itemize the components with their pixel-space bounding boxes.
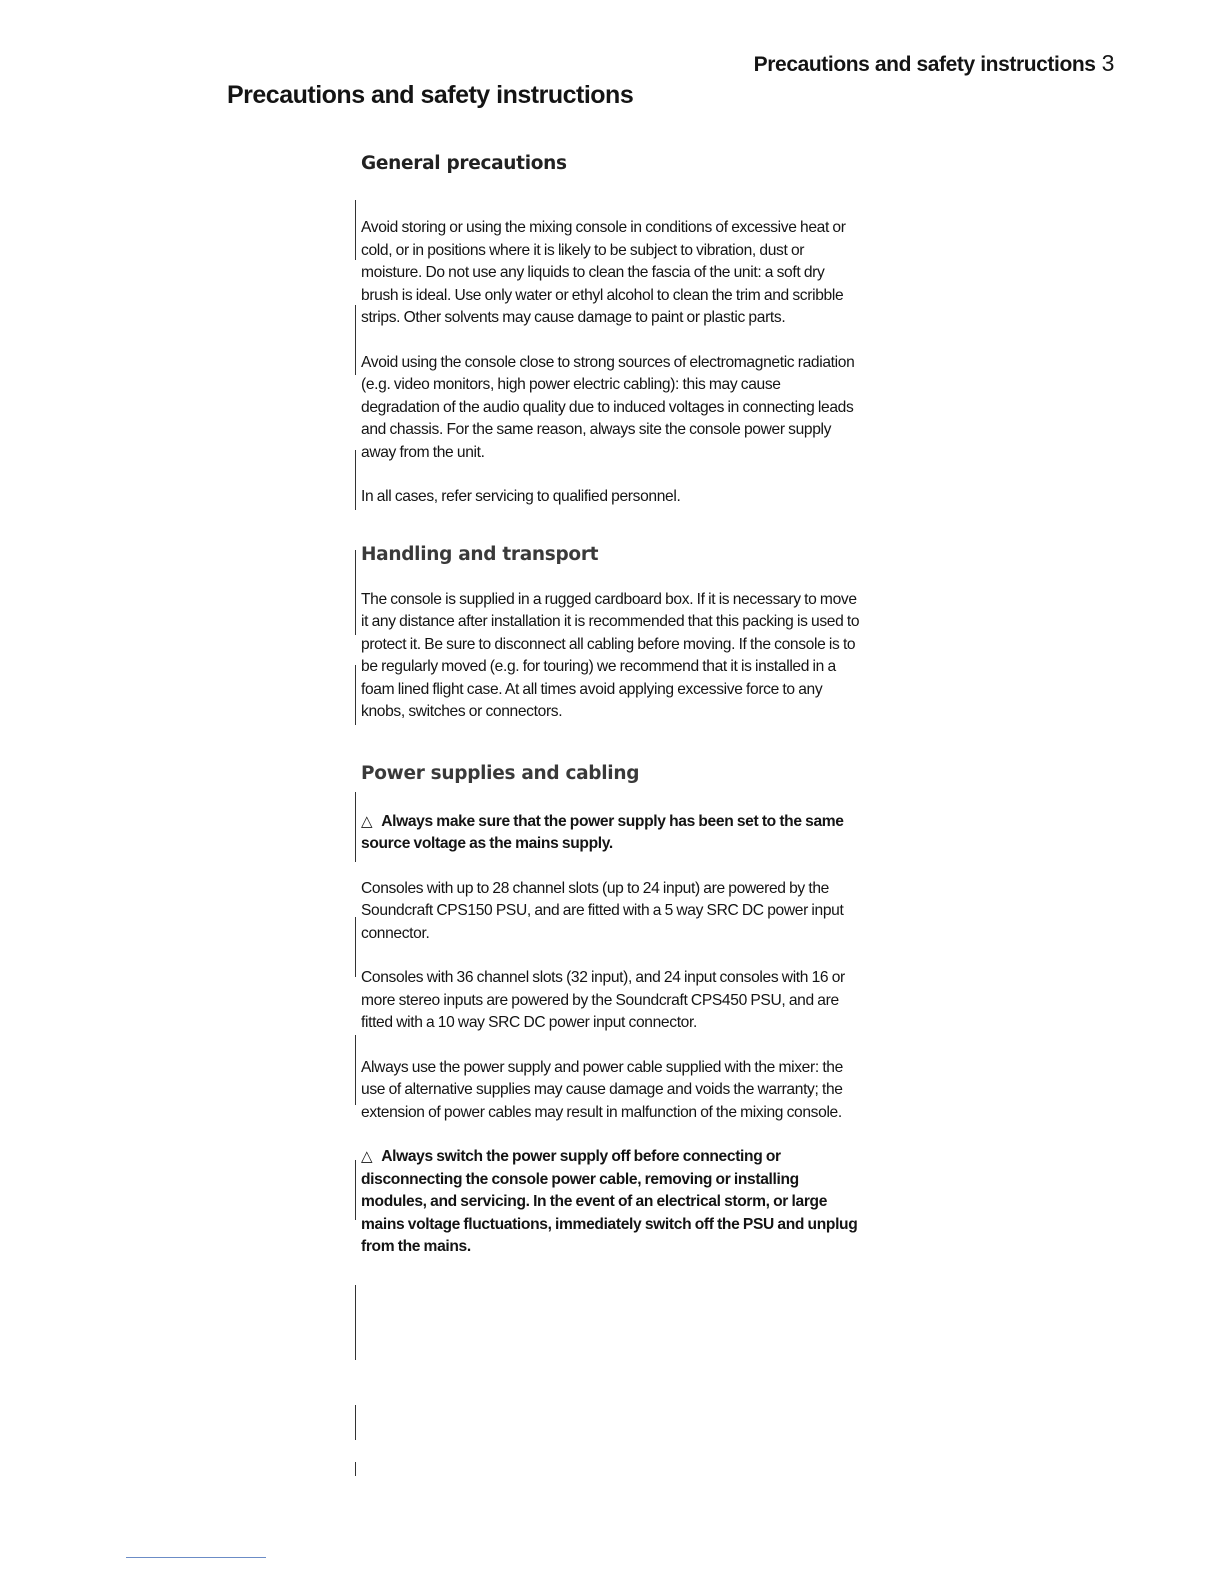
section-handling-transport [361,541,861,724]
running-header-title: Precautions and safety instructions [753,53,1096,76]
page-number: 3 [1101,50,1114,76]
change-bar [355,665,356,725]
paragraph: In all cases, refer servicing to qualified personnel. [361,488,681,505]
change-bar [355,792,356,862]
paragraph: Avoid storing or using the mixing console in conditions of excessive heat or cold, or in positions where it is likely to be subject to vibration, dust or moisture. Do not use any liquids to clean the fascia of the unit: a soft dry brush is ideal. Use only water or ethyl alcohol to clean the trim and scribble strips. Other solvents may cause damage to paint or plastic parts. [361,219,846,326]
change-bar [355,450,356,510]
change-bar [355,305,356,375]
section-heading: Handling and transport [361,543,599,565]
section-power-supplies [361,760,861,1259]
warning-triangle-icon: △ [361,812,373,830]
warning-triangle-icon: △ [361,1148,373,1165]
paragraph: Consoles with 36 channel slots (32 input), and 24 input consoles with 16 or more stereo inputs are powered by the Soundcraft CPS450 PSU, and are fitted with a 10 way SRC DC power input connector. [361,969,845,1031]
paragraph: The console is supplied in a rugged cardboard box. If it is necessary to move it any distance after installation it is recommended that this packing is used to protect it. Be sure to disconnect all cabling before moving. If the console is to be regularly moved (e.g. for touring) we recommend that it is installed in a foam lined flight case. At all times avoid applying excessive force to any knobs, switches or connectors. [361,590,860,720]
change-bar [355,917,356,977]
content-column [361,150,861,1259]
change-bar [355,1160,356,1220]
warning-text: Always make sure that the power supply has been set to the same source voltage as the mains supply. [361,812,844,852]
change-bar [355,1405,356,1440]
paragraph: Consoles with up to 28 channel slots (up to 24 input) are powered by the Soundcraft CPS150 PSU, and are fitted with a 5 way SRC DC power input connector. [361,879,844,942]
change-bar [355,200,356,260]
warning-note [361,811,861,856]
change-bar [355,1285,356,1360]
change-bar [355,1462,356,1476]
footer-rule [126,1557,266,1558]
section-general-precautions [361,150,861,509]
paragraph: Avoid using the console close to strong sources of electromagnetic radiation (e.g. video monitors, high power electric cabling): this may cause degradation of the audio quality due to induced voltages in connecting leads and chassis. For the same reason, always site the console power supply away from the unit. [361,353,855,461]
warning-note [361,1146,861,1259]
warning-text: Always switch the power supply off before connecting or disconnecting the console power cable, removing or installing modules, and servicing. In the event of an electrical storm, or large mains voltage fluctuations, immediately switch off the PSU and unplug from the mains. [361,1148,858,1255]
paragraph: Always use the power supply and power cable supplied with the mixer: the use of alternative supplies may cause damage and voids the warranty; the extension of power cables may result in malfunction of the mixing console. [361,1058,843,1121]
section-heading: Power supplies and cabling [361,762,640,784]
running-header [754,50,1114,77]
page-title: Precautions and safety instructions [227,81,634,109]
change-bar [355,1035,356,1105]
section-heading: General precautions [361,153,567,174]
change-bar [355,550,356,635]
